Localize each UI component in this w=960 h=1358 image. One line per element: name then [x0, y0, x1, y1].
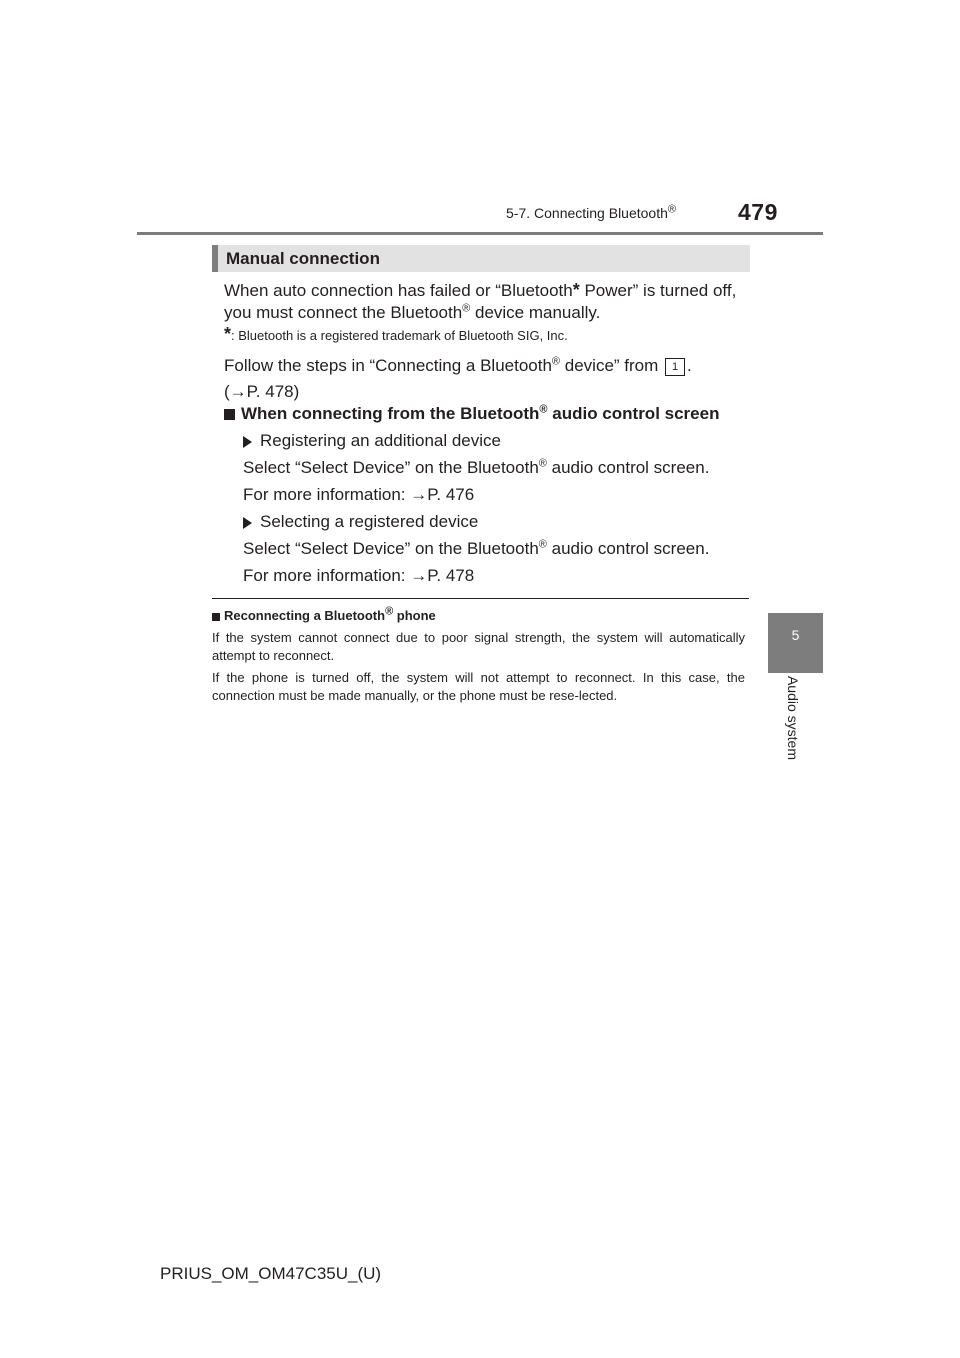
page-reference-478[interactable]: (→P. 478): [224, 382, 300, 401]
step-number-box: 1: [665, 358, 685, 376]
item-instruction: Select “Select Device” on the Bluetooth® audio control screen.: [243, 538, 710, 558]
trademark-footnote: *: Bluetooth is a registered trademark of Bluetooth SIG, Inc.: [224, 324, 568, 344]
chapter-label: Audio system: [785, 675, 801, 761]
note-paragraph-2: If the phone is turned off, the system will not attempt to reconnect. In this case, the connection must be made manually, or the phone must be rese-lected.: [212, 670, 745, 703]
note-paragraph-1: If the system cannot connect due to poor signal strength, the system will automatically attempt to reconnect.: [212, 630, 745, 663]
chapter-number: 5: [791, 627, 800, 643]
item-instruction: Select “Select Device” on the Bluetooth® audio control screen.: [243, 457, 710, 477]
item-reference[interactable]: For more information: →P. 476: [243, 485, 475, 504]
intro-paragraph: When auto connection has failed or “Bluetooth* Power” is turned off, you must connect the Bluetooth® device manually.: [224, 280, 737, 322]
header-rule: [137, 232, 823, 235]
note-heading: Reconnecting a Bluetooth® phone: [212, 607, 749, 625]
header-section-title: 5-7. Connecting Bluetooth®: [506, 203, 676, 221]
document-id: PRIUS_OM_OM47C35U_(U): [160, 1264, 382, 1283]
item-title: Registering an additional device: [243, 430, 501, 452]
follow-steps-paragraph: Follow the steps in “Connecting a Bluetooth® device” from 1 .: [224, 355, 692, 375]
triangle-bullet-icon: [243, 436, 252, 448]
item-reference[interactable]: For more information: →P. 478: [243, 566, 475, 585]
section-title: Manual connection: [226, 249, 380, 268]
triangle-bullet-icon: [243, 517, 252, 529]
item-title: Selecting a registered device: [243, 511, 478, 533]
square-bullet-icon: [224, 409, 235, 420]
page-number: 479: [738, 199, 778, 225]
section-title-bar: [212, 245, 750, 272]
square-bullet-icon: [212, 613, 220, 621]
subheading: When connecting from the Bluetooth® audio control screen: [224, 403, 749, 425]
note-divider: [212, 598, 749, 599]
